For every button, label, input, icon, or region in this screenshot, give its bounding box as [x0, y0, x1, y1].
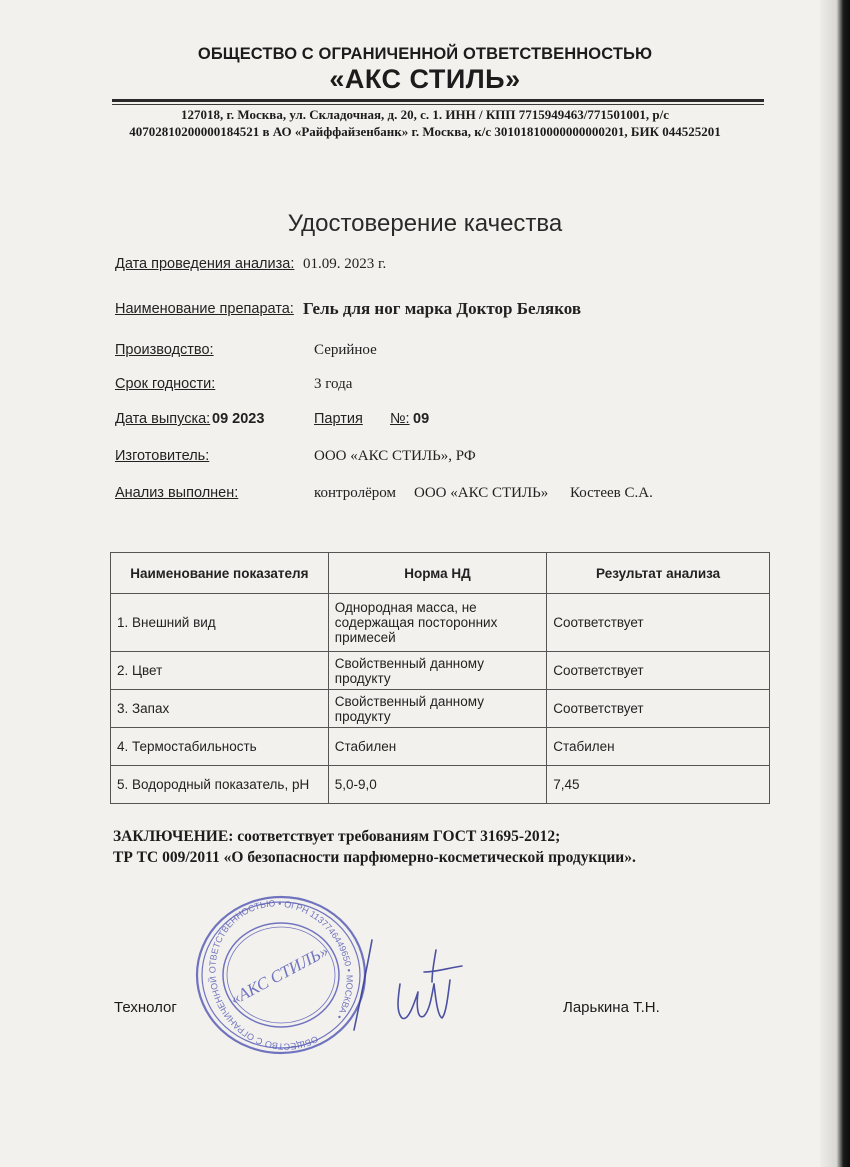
product-label: Наименование препарата:: [115, 301, 294, 317]
document-title: Удостоверение качества: [287, 210, 563, 237]
org-name-heading: «АКС СТИЛЬ»: [329, 64, 521, 94]
scan-page-edge: [820, 0, 850, 1167]
table-cell-result: Соответствует: [547, 690, 770, 728]
release-date-value: 09 2023: [212, 411, 265, 427]
signer-name: Ларькина Т.Н.: [563, 999, 660, 1016]
release-date-label: Дата выпуска:: [115, 411, 211, 427]
signer-role: Технолог: [114, 999, 177, 1016]
table-row: [111, 594, 770, 652]
batch-number-label: №:: [390, 411, 410, 427]
product-value: Гель для ног марка Доктор Беляков: [303, 299, 582, 318]
org-requisites-line-1: 127018, г. Москва, ул. Складочная, д. 20, с. 1. ИНН / КПП 7715949463/771501001, р/с: [181, 107, 669, 122]
company-seal-stamp: [191, 890, 371, 1060]
batch-value: 09: [413, 411, 430, 427]
table-cell-indicator: 4. Термостабильность: [111, 728, 329, 766]
table-header-row: [111, 553, 770, 594]
quality-results-table: [110, 552, 770, 804]
shelf-life-value: 3 года: [314, 376, 353, 392]
table-cell-indicator: 2. Цвет: [111, 652, 329, 690]
handwritten-signature: [352, 932, 472, 1042]
conclusion-block: [113, 826, 636, 868]
table-cell-result: Соответствует: [547, 652, 770, 690]
table-row: [111, 728, 770, 766]
shelf-life-label: Срок годности:: [115, 376, 216, 392]
column-header-indicator: Наименование показателя: [111, 553, 329, 594]
table-cell-norm: 5,0-9,0: [328, 766, 546, 804]
analysis-date-value: 01.09. 2023 г.: [303, 256, 387, 272]
conclusion-line-1: ЗАКЛЮЧЕНИЕ: соответствует требованиям ГОСТ 31695-2012;: [113, 828, 561, 845]
table-cell-indicator: 3. Запах: [111, 690, 329, 728]
table-row: [111, 690, 770, 728]
table-cell-indicator: 1. Внешний вид: [111, 594, 329, 652]
production-label: Производство:: [115, 342, 214, 358]
table-cell-result: Стабилен: [547, 728, 770, 766]
stamp-ring-text: ОБЩЕСТВО С ОГРАНИЧЕННОЙ ОТВЕТСТВЕННОСТЬЮ • ОГРН 1137746449650 • МОСКВА •: [207, 898, 355, 1052]
letterhead-divider-thin: [112, 104, 764, 105]
table-row: [111, 652, 770, 690]
analysis-by-name: Костеев С.А.: [570, 485, 653, 501]
table-cell-norm: Стабилен: [328, 728, 546, 766]
analysis-by-role: контролёром: [314, 485, 396, 501]
manufacturer-value: ООО «АКС СТИЛЬ», РФ: [314, 448, 476, 464]
stamp-center-text: «АКС СТИЛЬ»: [227, 941, 332, 1009]
table-cell-norm: Однородная масса, не содержащая посторонних примесей: [328, 594, 546, 652]
org-type-heading: ОБЩЕСТВО С ОГРАНИЧЕННОЙ ОТВЕТСТВЕННОСТЬЮ: [197, 45, 653, 63]
analysis-date-label: Дата проведения анализа:: [115, 256, 295, 272]
table-cell-norm: Свойственный данному продукту: [328, 690, 546, 728]
column-header-norm: Норма НД: [328, 553, 546, 594]
table-cell-norm: Свойственный данному продукту: [328, 652, 546, 690]
analysis-by-org: ООО «АКС СТИЛЬ»: [414, 485, 549, 501]
analysis-by-label: Анализ выполнен:: [115, 485, 239, 501]
manufacturer-label: Изготовитель:: [115, 448, 210, 464]
table-cell-result: Соответствует: [547, 594, 770, 652]
production-value: Серийное: [314, 342, 377, 358]
batch-label: Партия: [314, 411, 363, 427]
table-row: [111, 766, 770, 804]
letterhead-divider-thick: [112, 99, 764, 102]
conclusion-line-2: ТР ТС 009/2011 «О безопасности парфюмерно-косметической продукции».: [113, 849, 636, 866]
column-header-result: Результат анализа: [547, 553, 770, 594]
org-requisites-line-2: 40702810200000184521 в АО «Райффайзенбанк» г. Москва, к/с 30101810000000000201, БИК 044525201: [129, 124, 721, 139]
table-cell-result: 7,45: [547, 766, 770, 804]
table-cell-indicator: 5. Водородный показатель, pH: [111, 766, 329, 804]
